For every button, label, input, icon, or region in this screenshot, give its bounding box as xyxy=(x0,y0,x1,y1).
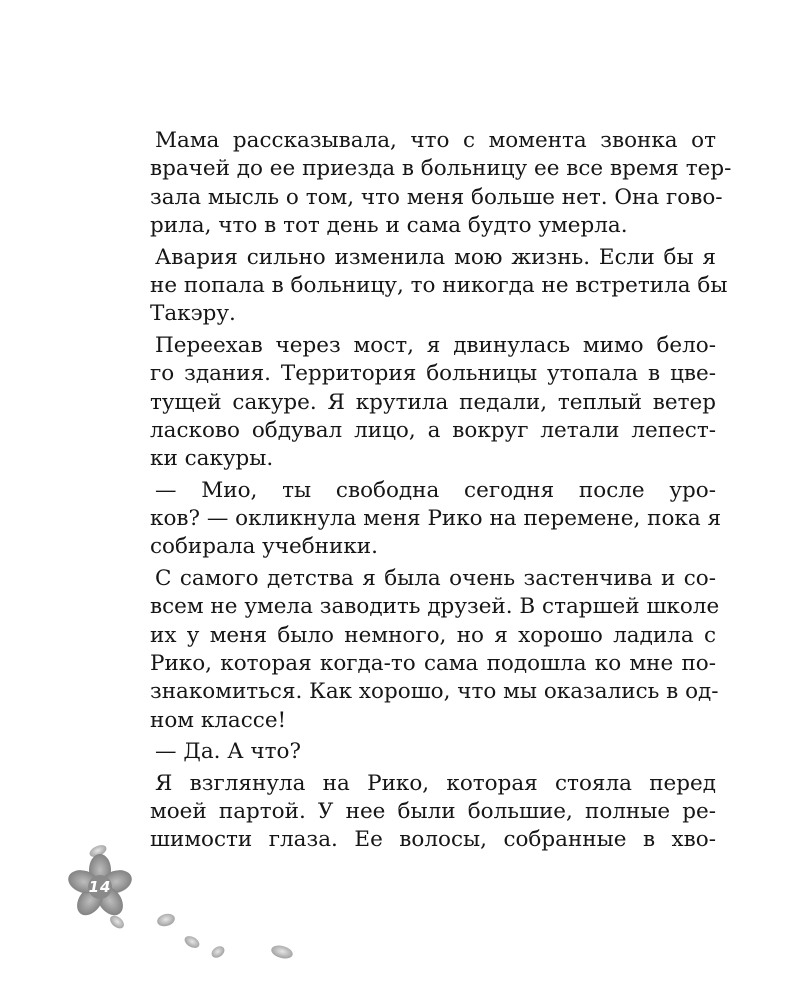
text-line: Такэру. xyxy=(150,301,236,327)
page-number: 14 xyxy=(88,878,112,896)
text-line: ласково обдувал лицо, а вокруг летали лепест- xyxy=(150,417,716,443)
text-line: го здания. Территория больницы утопала в цве- xyxy=(150,361,716,387)
petal-icon xyxy=(270,943,294,960)
body-text xyxy=(150,127,732,855)
petal-icon xyxy=(209,944,226,960)
petal-icon xyxy=(183,934,202,951)
sakura-petals-decoration xyxy=(60,840,310,980)
text-line: тущей сакуре. Я крутила педали, теплый ветер xyxy=(150,389,716,415)
text-line: ков? — окликнула меня Рико на перемене, пока я xyxy=(150,506,722,532)
text-line: ки сакуры. xyxy=(150,446,274,472)
text-line: Мама рассказывала, что с момента звонка от xyxy=(155,128,716,153)
text-line: Рико, которая когда-то сама подошла ко мне по- xyxy=(150,651,716,677)
text-line: — Мио, ты свободна сегодня после уро- xyxy=(155,477,716,503)
text-line: — Да. А что? xyxy=(155,739,301,765)
text-line: С самого детства я была очень застенчива и со- xyxy=(155,565,716,591)
text-line: врачей до ее приезда в больницу ее все время тер- xyxy=(150,156,732,182)
petal-icon xyxy=(156,912,176,928)
text-line: их у меня было немного, но я хорошо ладила с xyxy=(150,622,716,648)
text-line: всем не умела заводить друзей. В старшей школе xyxy=(150,594,720,620)
text-line: собирала учебники. xyxy=(150,534,378,560)
text-line: Авария сильно изменила мою жизнь. Если бы я xyxy=(155,244,716,270)
petal-icon xyxy=(108,913,127,931)
text-line: знакомиться. Как хорошо, что мы оказались в од- xyxy=(150,679,719,705)
text-line: не попала в больницу, то никогда не встретила бы xyxy=(150,272,728,298)
text-line: Я взглянула на Рико, которая стояла перед xyxy=(155,770,716,796)
text-line: Переехав через мост, я двинулась мимо бело- xyxy=(155,332,716,358)
text-line: шимости глаза. Ее волосы, собранные в хво- xyxy=(150,827,716,853)
text-line: моей партой. У нее были большие, полные ре- xyxy=(150,798,716,824)
text-line: рила, что в тот день и сама будто умерла. xyxy=(150,213,628,239)
text-line: зала мысль о том, что меня больше нет. Она гово- xyxy=(150,184,723,210)
text-line: ном классе! xyxy=(150,707,287,733)
